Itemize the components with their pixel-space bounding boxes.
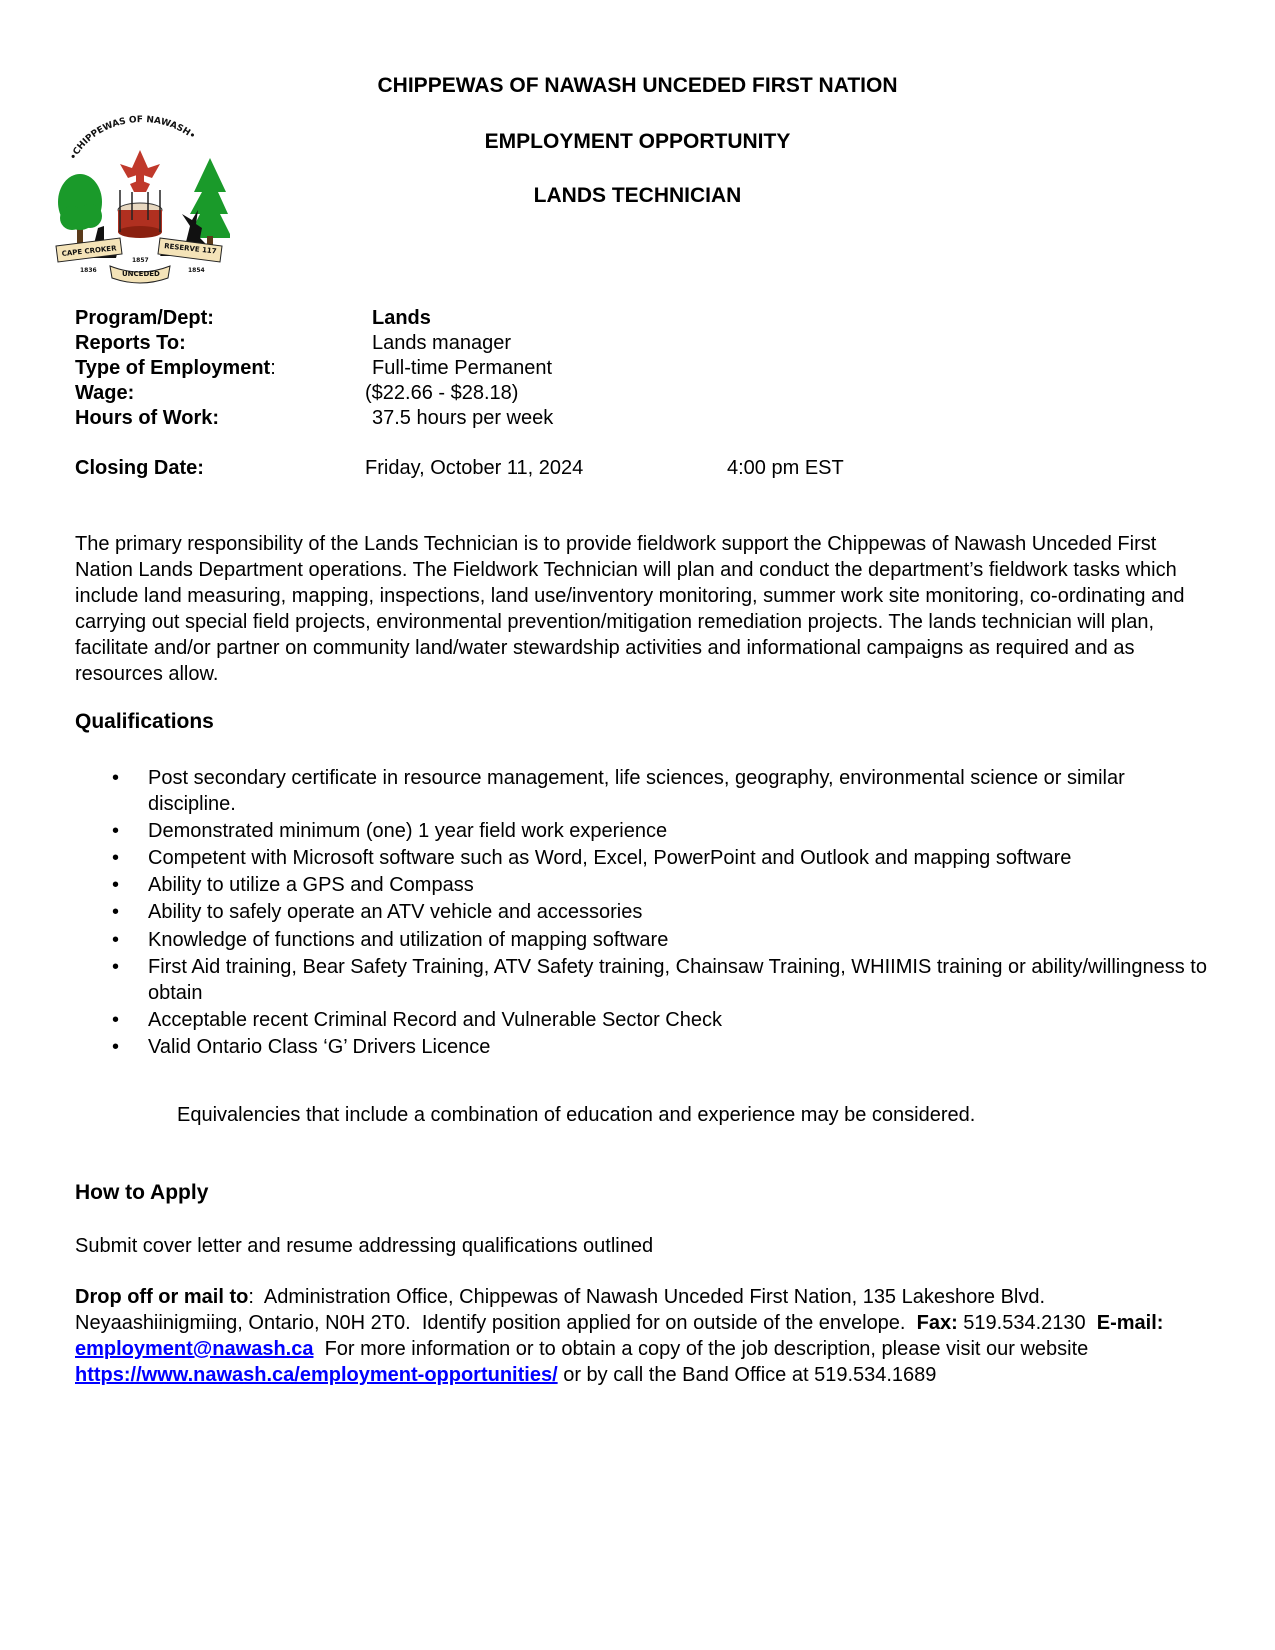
bullet-icon: •: [112, 820, 120, 842]
closing-date-label: Closing Date:: [75, 457, 204, 479]
bullet-icon: •: [112, 767, 120, 789]
svg-text:1836: 1836: [80, 267, 97, 274]
svg-text:1857: 1857: [132, 257, 149, 264]
email-link[interactable]: employment@nawash.ca: [75, 1338, 314, 1360]
wage-label: Wage:: [75, 382, 135, 404]
apply-instruction: Submit cover letter and resume addressing qualifications outlined: [75, 1235, 654, 1257]
employment-type-label: [75, 357, 276, 380]
svg-text:1854: 1854: [188, 267, 205, 274]
qualification-item: • First Aid training, Bear Safety Training, ATV Safety training, Chainsaw Training, WHIIMIS training or ability/willingness to obtain: [112, 956, 1207, 1004]
closing-time-value: 4:00 pm EST: [727, 457, 844, 479]
equivalency-note: Equivalencies that include a combination of education and experience may be considered.: [177, 1104, 976, 1126]
email-label: E-mail:: [1096, 1312, 1164, 1334]
bullet-icon: •: [112, 847, 120, 869]
bullet-icon: •: [112, 1009, 120, 1031]
nation-logo: [50, 110, 230, 288]
bullet-icon: •: [112, 874, 120, 896]
job-summary: The primary responsibility of the Lands Technician is to provide fieldwork support the Chippewas of Nawash Unceded First Nation Lands Department operations. The Fieldwork Technician will plan and conduct the department’s fieldwork tasks which include land measuring, mapping, inspections, land use/inventory monitoring, summer work site monitoring, co-ordinating and carrying out special field projects, environmental prevention/mitigation remediation projects. The lands technician will plan, facilitate and/or partner on community land/water stewardship activities and informational campaigns as required and as resources allow.: [75, 533, 1185, 685]
svg-text:RESERVE 117: RESERVE 117: [163, 242, 217, 256]
qualifications-list: [110, 765, 1210, 1060]
program-label: Program/Dept:: [75, 307, 214, 329]
qualification-item: • Ability to safely operate an ATV vehicle and accessories: [112, 901, 643, 923]
qualification-item: • Knowledge of functions and utilization of mapping software: [112, 929, 669, 951]
wage-value: ($22.66 - $28.18): [365, 382, 519, 404]
document-subtitle: EMPLOYMENT OPPORTUNITY: [484, 130, 791, 153]
reports-to-label: Reports To:: [75, 332, 186, 354]
reports-to-value: Lands manager: [372, 332, 511, 354]
qualification-item: • Acceptable recent Criminal Record and Vulnerable Sector Check: [112, 1009, 722, 1031]
drop-off-label: Drop off or mail to: [75, 1286, 249, 1308]
svg-text:CAPE CROKER: CAPE CROKER: [61, 244, 117, 258]
position-title: LANDS TECHNICIAN: [533, 184, 742, 207]
employment-type-value: Full-time Permanent: [372, 357, 553, 379]
drop-off-colon: :: [248, 1286, 254, 1308]
band-office-text: or by call the Band Office at 519.534.1689: [557, 1364, 937, 1386]
bullet-icon: •: [112, 929, 120, 951]
more-info-text: For more information or to obtain a copy of the job description, please visit our website: [313, 1338, 1094, 1360]
qualification-item: • Post secondary certificate in resource management, life sciences, geography, environmental science or similar discipline.: [112, 767, 1125, 815]
bullet-icon: •: [112, 956, 120, 978]
employment-type-colon: :: [270, 357, 276, 379]
website-link[interactable]: https://www.nawash.ca/employment-opportunities/: [75, 1364, 558, 1386]
fax-number: 519.534.2130: [957, 1312, 1097, 1334]
how-to-apply-heading: How to Apply: [75, 1181, 209, 1204]
qualifications-heading: Qualifications: [75, 710, 214, 733]
employment-type-label-text: Type of Employment: [75, 357, 271, 379]
apply-details: [75, 1284, 1215, 1388]
svg-text:•CHIPPEWAS OF NAWASH•: •CHIPPEWAS OF NAWASH•: [68, 114, 197, 162]
organization-title: CHIPPEWAS OF NAWASH UNCEDED FIRST NATION: [377, 74, 898, 97]
qualification-item: • Demonstrated minimum (one) 1 year field work experience: [112, 820, 668, 842]
qualification-item: • Competent with Microsoft software such as Word, Excel, PowerPoint and Outlook and mapping software: [112, 847, 1072, 869]
closing-date-value: Friday, October 11, 2024: [365, 457, 584, 479]
fax-label: Fax:: [916, 1312, 958, 1334]
hours-label: Hours of Work:: [75, 407, 220, 429]
bullet-icon: •: [112, 901, 120, 923]
qualification-item: • Valid Ontario Class ‘G’ Drivers Licence: [112, 1036, 491, 1058]
svg-text:UNCEDED: UNCEDED: [122, 270, 160, 278]
nation-emblem-icon: [50, 110, 230, 288]
program-value: Lands: [372, 307, 431, 329]
qualification-item: • Ability to utilize a GPS and Compass: [112, 874, 474, 896]
bullet-icon: •: [112, 1036, 120, 1058]
hours-value: 37.5 hours per week: [372, 407, 554, 429]
drop-off-address: Administration Office, Chippewas of Nawash Unceded First Nation, 135 Lakeshore Blvd. Neyaashiinigmiing, Ontario, N0H 2T0. Identify position applied for on outside of the envelope.: [75, 1286, 1051, 1334]
